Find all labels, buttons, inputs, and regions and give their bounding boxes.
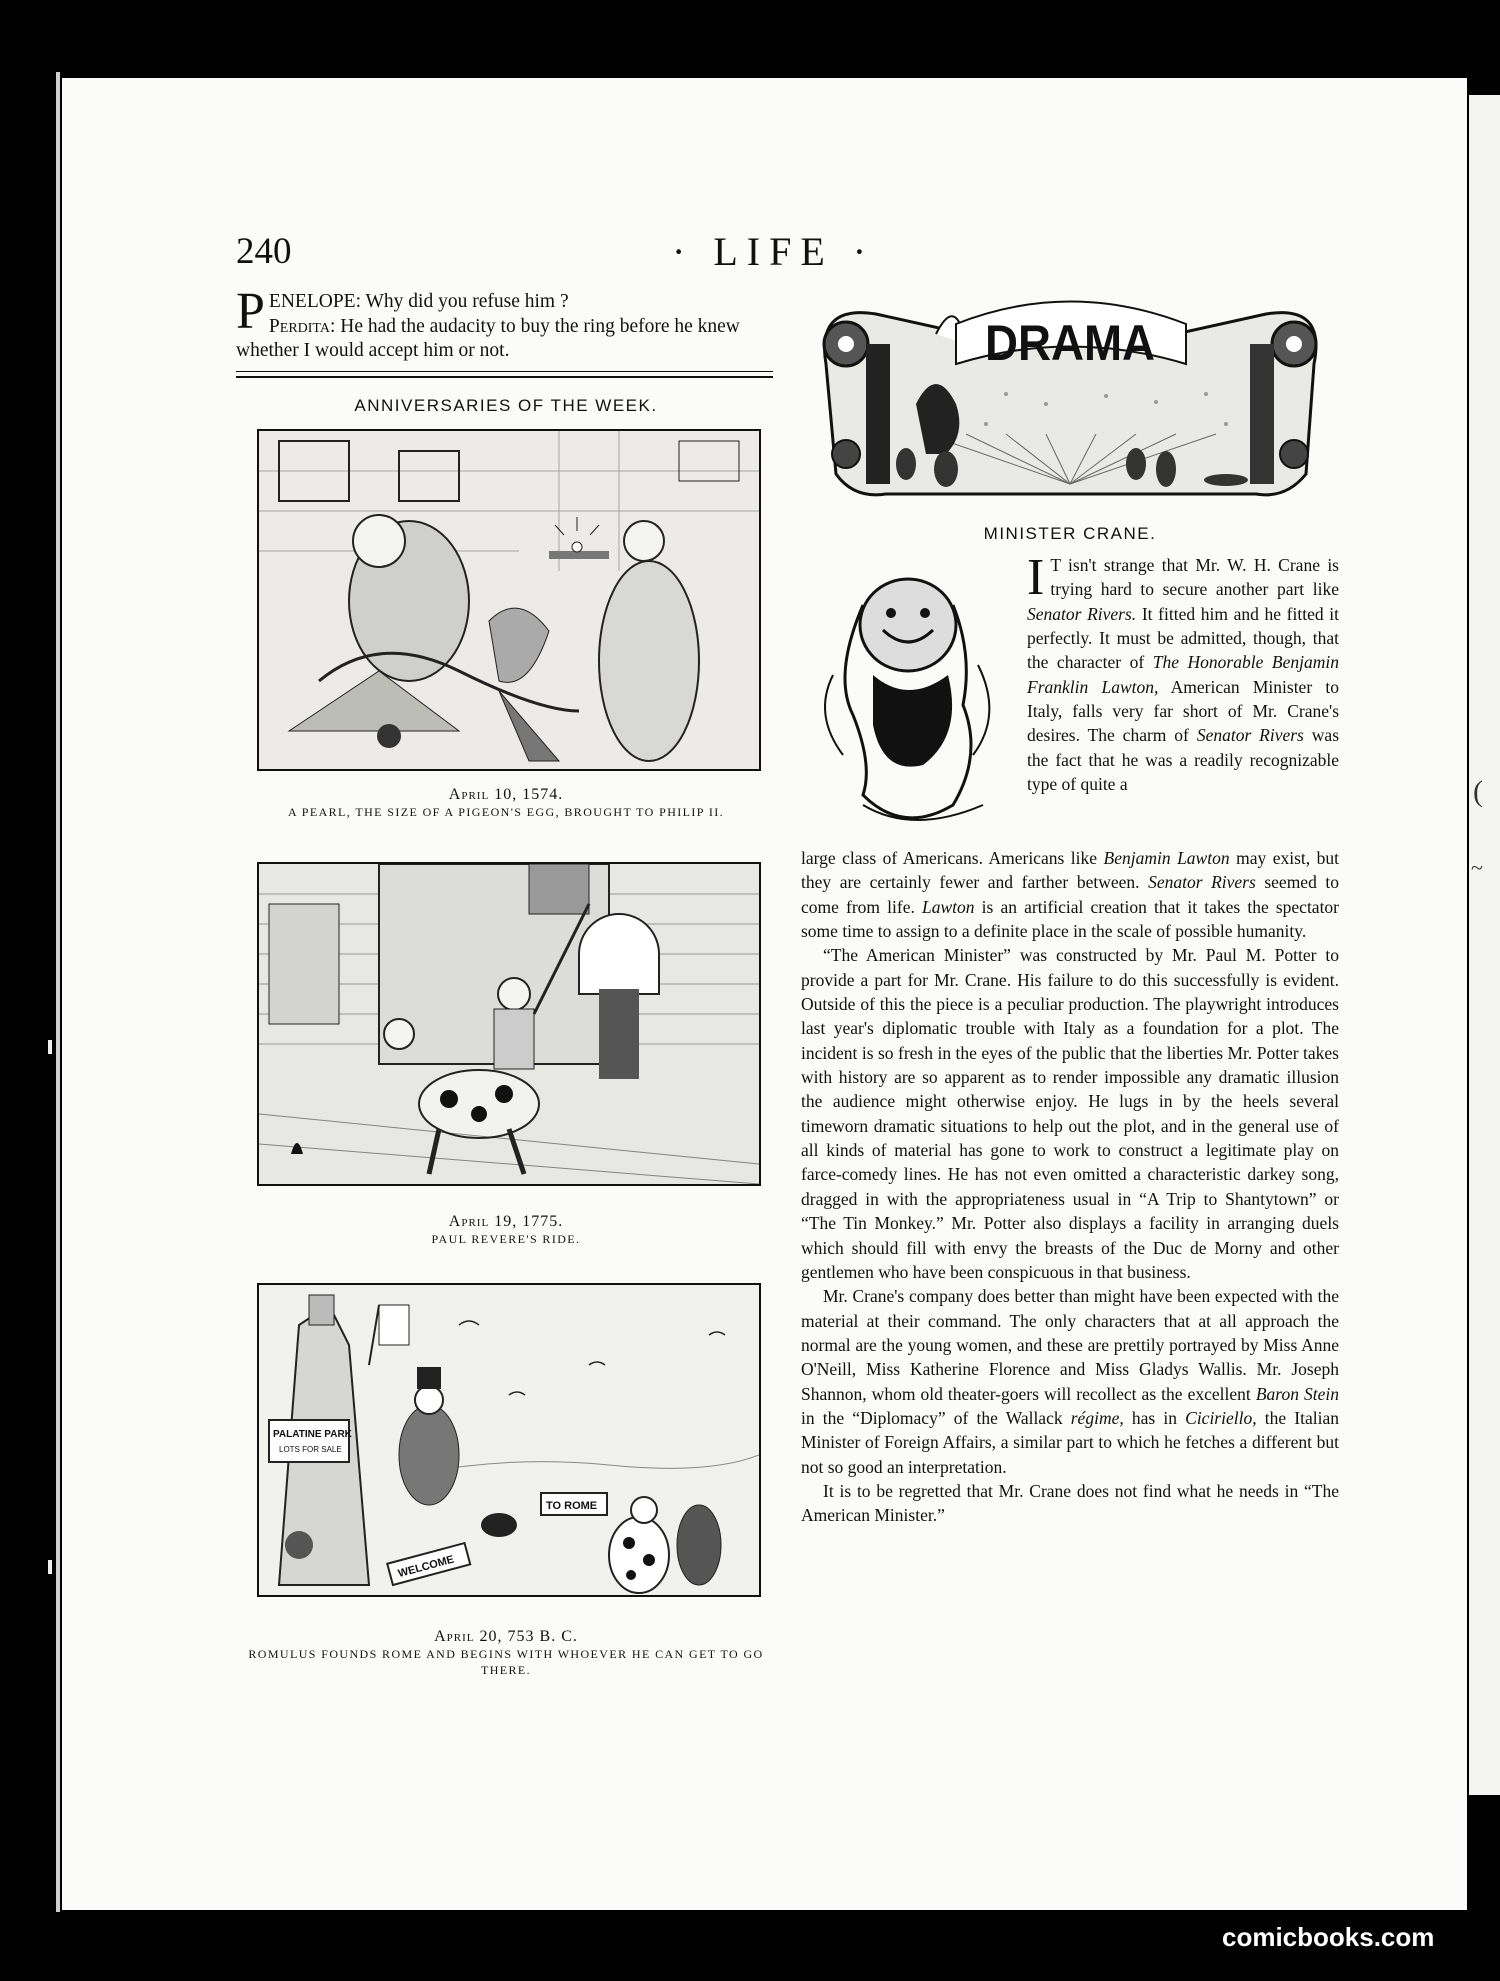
article-text: may exist, but they are certainly fewer and farther between. xyxy=(801,848,1340,893)
article-text: was the fact that he was a readily recognizable type of quite a xyxy=(1027,725,1339,795)
article-paragraph: It is to be regretted that Mr. Crane does not find what he needs in “The American Minister.” xyxy=(801,1480,1339,1526)
caption-3 xyxy=(236,1628,776,1678)
caption-date: April 20, 753 B. C. xyxy=(434,1628,578,1645)
article-italic: Senator Rivers xyxy=(1148,872,1256,893)
caption-text: PAUL REVERE'S RIDE. xyxy=(431,1232,581,1246)
mask-illustration xyxy=(803,555,1013,845)
page-edge xyxy=(56,72,60,1912)
article-text: It fitted him and he fitted it perfectly. It must be admitted, though, that the character of xyxy=(1027,603,1339,673)
magazine-title: · LIFE · xyxy=(672,229,876,274)
article-drop-cap: I xyxy=(1027,549,1045,606)
sign-lots: LOTS FOR SALE xyxy=(279,1445,342,1454)
dialog-line: : Why did you refuse him ? xyxy=(355,291,569,312)
article-text: T isn't strange that Mr. W. H. Crane is trying hard to secure another part like xyxy=(1050,555,1339,600)
article-italic: Ciciriello, xyxy=(1185,1407,1257,1428)
caption-text: A PEARL, THE SIZE OF A PIGEON'S EGG, BROUGHT TO PHILIP II. xyxy=(287,805,725,819)
article-heading: MINISTER CRANE. xyxy=(983,524,1157,543)
article-italic: Senator Rivers. xyxy=(1027,603,1137,624)
cartoon-romulus xyxy=(257,1283,761,1597)
caption-2 xyxy=(236,1213,776,1247)
divider xyxy=(236,371,773,372)
article-text: in the “Diplomacy” of the Wallack xyxy=(801,1407,1071,1428)
cartoon-paul-revere xyxy=(257,862,761,1186)
article-text: is an artificial creation that it takes the spectator some time to assign to a definite place in the scale of possible humanity. xyxy=(801,896,1340,942)
article-italic: Senator Rivers xyxy=(1196,725,1304,746)
article-italic: Lawton xyxy=(922,896,975,917)
binding-mark xyxy=(48,1040,52,1054)
article-italic: régime, xyxy=(1070,1407,1124,1428)
sign-palatine: PALATINE PARK xyxy=(273,1429,352,1440)
caption-date: April 10, 1574. xyxy=(448,786,564,803)
speaker-perdita: Perdita xyxy=(268,315,330,337)
article-paragraph: “The American Minister” was constructed by Mr. Paul M. Potter to provide a part for Mr. Crane. His failure to do this successfully is evident. Outside of this the piece is a peculiar production. The playwright introduces last year's diplomatic trouble with Italy as a foundation for a plot. The incident is so fresh in the eyes of the public that the liberties Mr. Potter takes with history are so apparent as to render impossible any dramatic illusion the audience might otherwise enjoy. He lugs in by the heels several timeworn dramatic situations to help out the plot, and in the general use of all kinds of material has gone to work to construct a legitimate play on farce-comedy lines. He has not even omitted a characteristic darkey song, dragged in with the appropriateness usual in “A Trip to Shantytown” or “The Tin Monkey.” Mr. Potter also displays a facility in arranging duels which should fill with envy the breasts of the Duc de Morny and other gentlemen who have been conspicuous in that business. xyxy=(801,945,1339,1282)
article-text: has in xyxy=(1123,1407,1186,1428)
drama-title: DRAMA xyxy=(985,315,1155,371)
article-italic: The Honorable Benjamin Franklin Lawton, xyxy=(1027,652,1339,697)
caption-date: April 19, 1775. xyxy=(448,1213,564,1230)
next-page-edge: ( ~ xyxy=(1469,95,1500,1795)
drama-banner xyxy=(806,284,1334,508)
article-text: Mr. Crane's company does better than might have been expected with the material at their command. The only characters that at all approach the normal are the young women, and these are prettily portrayed by Miss Anne O'Neill, Miss Katherine Florence and Miss Gladys Wallis. Mr. Joseph Shannon, whom old theater-goers will recollect as the excellent xyxy=(801,1286,1339,1404)
binding-mark xyxy=(48,1560,52,1574)
drop-cap: P xyxy=(236,283,265,340)
dialog-line: : He had the audacity to buy the ring before he knew whether I would accept him or not. xyxy=(236,315,740,361)
section-heading: ANNIVERSARIES OF THE WEEK. xyxy=(354,396,658,415)
caption-text: ROMULUS FOUNDS ROME AND BEGINS WITH WHOEVER HE CAN GET TO GO THERE. xyxy=(248,1647,764,1677)
sign-welcome: WELCOME xyxy=(396,1553,456,1581)
article-text: large class of Americans. Americans like xyxy=(801,848,1104,868)
article-body xyxy=(801,846,1339,1528)
page-number: 240 xyxy=(236,231,292,272)
article-text: seemed to come from life. xyxy=(801,872,1339,917)
speaker-penelope: ENELOPE xyxy=(268,291,356,312)
divider xyxy=(236,376,773,378)
article-italic: Baron Stein xyxy=(1255,1383,1339,1404)
article-text: the Italian Minister of Foreign Affairs, a similar part to which he fetches a different but not so good an interpretation. xyxy=(801,1407,1339,1477)
watermark: comicbooks.com xyxy=(1222,1922,1435,1952)
sign-rome: TO ROME xyxy=(546,1500,598,1512)
dialog-joke xyxy=(236,283,776,364)
article-body-top xyxy=(1027,549,1339,796)
caption-1 xyxy=(236,786,776,820)
article-text: American Minister to Italy, falls very far short of Mr. Crane's desires. The charm of xyxy=(1027,676,1339,746)
cartoon-pearl xyxy=(257,429,761,771)
article-italic: Benjamin Lawton xyxy=(1103,848,1230,868)
